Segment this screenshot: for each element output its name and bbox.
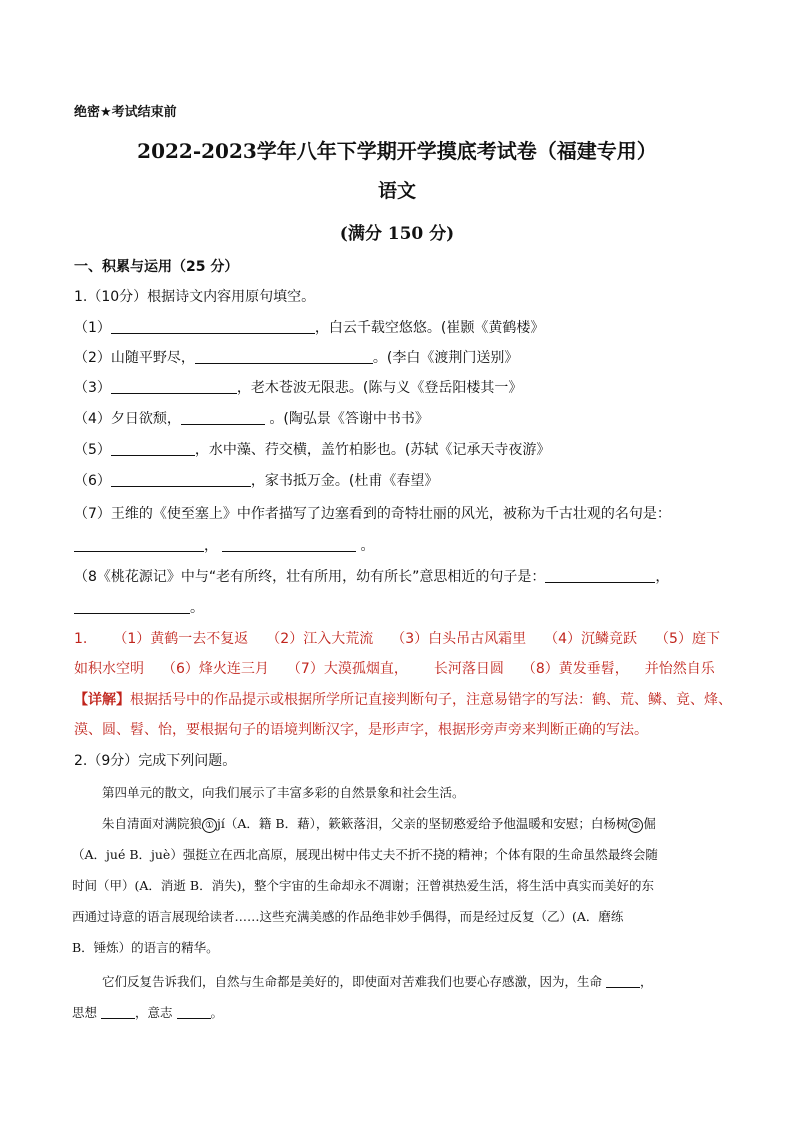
q1-item-3: （3） ，老木苍波无限悲。(陈与义《登岳阳楼其一》 bbox=[74, 380, 523, 396]
detail-tag: 【详解】 bbox=[74, 692, 130, 708]
passage-para-2-line-2: （A．jué B．juè）强挺立在西北高原，展现出树中伟丈夫不折不挠的精神；个体有限的生命虽然最终会随 bbox=[72, 847, 658, 862]
section-heading: 一、积累与运用（25 分） bbox=[74, 259, 239, 275]
question-1-stem: 1.（10分）根据诗文内容用原句填空。 bbox=[74, 289, 316, 305]
answer-blank bbox=[606, 973, 640, 988]
answer-blank bbox=[181, 410, 265, 425]
answer-blank bbox=[195, 349, 373, 364]
answer-blank bbox=[74, 537, 204, 552]
passage-para-1: 第四单元的散文，向我们展示了丰富多彩的自然景象和社会生活。 bbox=[102, 785, 465, 800]
q1-item-5: （5） ，水中藻、荇交横，盖竹柏影也。(苏轼《记承天寺夜游》 bbox=[74, 442, 551, 458]
total-score: (满分 150 分) bbox=[339, 224, 455, 244]
q1-item-7: （7）王维的《使至塞上》中作者描写了边塞看到的奇特壮丽的风光，被称为千古壮观的名句是： bbox=[74, 506, 671, 522]
q1-item-4: （4）夕日欲颓， 。(陶弘景《答谢中书书》 bbox=[74, 411, 429, 427]
q1-item-8-blank: 。 bbox=[74, 597, 204, 617]
answer-blank bbox=[222, 537, 356, 552]
answer-blank bbox=[101, 1004, 135, 1019]
answer-blank bbox=[545, 568, 655, 583]
passage-para-2-line-3: 时间（甲）(A．消逝 B．消失)，整个宇宙的生命却永不凋谢；汪曾祺热爱生活，将生活中真实而美好的东 bbox=[72, 878, 654, 893]
answer-blank bbox=[74, 599, 190, 614]
answer-blank bbox=[177, 1004, 211, 1019]
q1-answer-line-2: 如积水空明 （6）烽火连三月 （7）大漠孤烟直， 长河落日圆 （8）黄发垂髫， 并怡然自乐 bbox=[74, 661, 715, 677]
q1-detail-line-1: 【详解】根据括号中的作品提示或根据所学所记直接判断句子，注意易错字的写法：鹤、荒、鳞、竟、烽、 bbox=[74, 692, 732, 708]
q1-item-8: （8《桃花源记》中与“老有所终，壮有所用，幼有所长”意思相近的句子是： ， bbox=[74, 569, 670, 585]
passage-para-3-line-2: 思想 ，意志 。 bbox=[72, 1005, 224, 1020]
passage-para-2-line-1: 朱自清面对满院狼 ① jí（A．籍 B．藉），簌簌落泪，父亲的坚韧憨爱给予他温暖和安慰；白杨树 ② 倔 bbox=[102, 816, 656, 831]
answer-blank bbox=[111, 319, 315, 334]
q1-answer-line-1: 1. （1）黄鹤一去不复返 （2）江入大荒流 （3）白头吊古风霜里 （4）沉鳞竞跃 （5）庭下 bbox=[74, 631, 720, 647]
answer-blank bbox=[111, 472, 251, 487]
circled-number-1: ① bbox=[202, 818, 217, 833]
q1-item-6: （6） ，家书抵万金。(杜甫《春望》 bbox=[74, 473, 439, 489]
q1-detail-line-2: 漠、圆、髫、怡，要根据句子的语境判断汉字，是形声字，根据形旁声旁来判断正确的写法。 bbox=[74, 722, 648, 738]
passage-para-2-line-4: 西通过诗意的语言展现给读者……这些充满美感的作品绝非妙手偶得，而是经过反复（乙）(A．磨练 bbox=[72, 909, 624, 924]
q1-item-1: （1） ，白云千载空悠悠。(崔颢《黄鹤楼》 bbox=[74, 320, 545, 336]
confidential-label: 绝密★考试结束前 bbox=[74, 105, 177, 120]
answer-blank bbox=[111, 379, 237, 394]
passage-para-2-line-5: B．锤炼）的语言的精华。 bbox=[72, 940, 219, 955]
passage-para-3-line-1: 它们反复告诉我们，自然与生命都是美好的，即使面对苦难我们也要心存感激，因为，生命 ， bbox=[102, 974, 653, 989]
q1-item-7-blanks: ， 。 bbox=[74, 535, 374, 555]
answer-blank bbox=[111, 441, 195, 456]
subject-title: 语文 bbox=[377, 180, 416, 202]
question-2-stem: 2.（9分）完成下列问题。 bbox=[74, 753, 237, 769]
circled-number-2: ② bbox=[628, 818, 643, 833]
exam-title: 2022-2023学年八年下学期开学摸底考试卷（福建专用） bbox=[137, 139, 657, 163]
q1-item-2: （2）山随平野尽， 。(李白《渡荆门送别》 bbox=[74, 350, 519, 366]
